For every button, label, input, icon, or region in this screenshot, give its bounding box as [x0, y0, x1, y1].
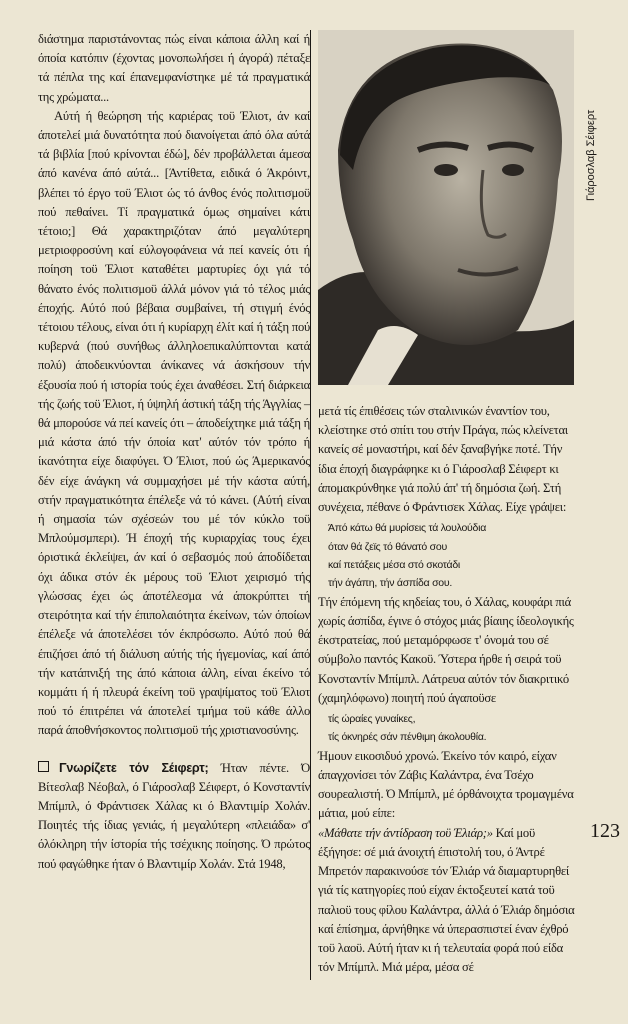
question-text: Ήταν πέντε. Ό Βίτεσλαβ Νέοβαλ, ό Γιάροσλαβ Σέιφερτ, ό Κονσταντίν Μπίμπλ, ό Φράντισεκ Χάλας κι ό Βλαντιμίρ Χολάν. Ποιητές τής ίδιας γενιάς, ή μεγαλύτερη «πλειάδα» σ' όλόκληρη τήν ίστορία τής τσέχικης ποίησης. Ό πρώτος πού φαγώθηκε ήταν ό Βλαντιμίρ Χολάν. Στά 1948, [38, 760, 310, 871]
left-column [38, 30, 310, 874]
poem-line: καί πετάξεις μέσα στό σκοτάδι [328, 559, 461, 572]
question-lead: Γνωρίζετε τόν Σέιφερτ; [59, 760, 209, 775]
poem-line: τίς ώραίες γυναίκες, [328, 713, 416, 726]
right-paragraph-3: Ήμουν εικοσιδυό χρονώ. Έκείνο τόν καιρό, είχαν άπαγχονίσει τόν Ζάβις Καλάντρα, ένα Τσέχο σουρεαλιστή. Ό Μπίμπλ, μέ όρθάνοιχτα τρομαγμένα μάτια, μού είπε: [318, 748, 574, 821]
eluard-quote: «Μάθατε τήν άντίδραση τοϋ Έλιάρ;» [318, 825, 493, 840]
question-paragraph [38, 759, 310, 874]
left-paragraph-2: Αύτή ή θεώρηση τής καριέρας τοϋ Έλιοτ, άν καί άποτελεί μιά δυνατότητα πού διανοίγεται άπό όλα αύτά τά βιβλία [πού κρίνονται έδώ], δέν προβάλλεται άμεσα άπό κανένα άπό αύτά... [Άντίθετα, ειδικά ό Άκρόιντ, βλέπει τό έργο τοϋ Έλιοτ ώς τό άνθος ένός πολιτισμοϋ πού πεθαίνει. Τί πραγματικά όμως σημαίνει κάτι τέτοιο;] Θά χαρακτηριζόταν άπό μεγαλύτερη μετριοφροσύνη καί εύλογοφάνεια νά πεί κανείς ότι ή ποίηση τοϋ Έλιοτ καταθέτει μαρτυρίες όχι γιά τό θάνατο ένός πολιτισμοϋ άλλά μόνον γιά τό τέλος μιάς έποχής. Αύτό πού βέβαια συμβαίνει, τή στιγμή ένός τέτοιου τέλους, είναι ότι ή κυρίαρχη έλίτ καί ή τάξη πού κυβερνά (πού συνήθως άλληλοεπικαλύπτονται κατά πολύ) άποδεικνύονται άνίκανες νά άσκήσουν τήν έξουσία πού ή ιστορία τούς έχει άναθέσει. Στή διάρκεια τής ζωής τοϋ Έλιοτ, ή ύψηλή άστική τάξη τής Άγγλίας – θά μπορούσε νά πεί κανείς ότι – άποδείχτηκε μιά τάξη ή μιά κάστα άπό τήν όποία κατ' αύτόν τόν τρόπο ή ίκανότητα είχε διαφύγει. Ό Έλιοτ, πού ώς Άμερικανός δέν είχε άνάγκη νά συμμαχήσει μέ τήν κάστα αύτή, στήν πραγματικότητα έπέλεξε νά τό κάνει. (Αύτή είναι ή σημασία τών σχέσεών του μέ τόν κύκλο τοϋ Μπλούμσμπερι). Ή έποχή τής κυριαρχίας τους έχει όριστικά έκλείψει, άν καί ό σεβασμός πού άποδίδεται όχι άδικα στόν έκ μέρους τοϋ Έλιοτ χειρισμό τής γλώσσας έχει ώς άποτέλεσμα νά άποκρύπτει τή στειρότητα καί τήν έπιπολαιότητα έκείνων, τών όποίων έπέλεξε νά άποτελέσει τόν έκπρόσωπο. Αύτό πού θά έπιζήσει άπό τή διάλυση αύτής τής ήγεμονίας, καί άπό τήν κατάπνιξή της άπό κάποια άλλη, είναι έκείνο τό κομμάτι ή ή πλευρά έκείνη τοϋ γραψίματος τοϋ Έλιοτ πού τό έπιτρέπει νά άποτελεί τμήμα τοϋ κάθε άλλο παρά άποθνήσκοντος πολιτισμοϋ τής χριστιανοσύνης. [38, 108, 310, 738]
poem-line: όταν θά ζεϊς τό θάνατό σου [328, 540, 447, 553]
right-paragraph-2: Τήν έπόμενη τής κηδείας του, ό Χάλας, κουφάρι πιά χωρίς άσπίδα, έγινε ό στόχος μιάς βίαιης ίδεολογικής έκστρατείας, πού μεταμόρφωσε τ' όνομά του σέ σύμβολο παντός Κακοϋ. Ύστερα ήρθε ή σειρά τοϋ Κονσταντίν Μπίμπλ. Λάτρευα αύτόν τόν διακριτικό (χαμηλόφωνο) ποιητή πού άγαποϋσε [318, 594, 574, 705]
left-paragraph-1: διάστημα παριστάνοντας πώς είναι κάποια άλλη καί ή όποία κατόπιν (έχοντας μονοπωλήσει ή άγορά) πέταξε τά πέπλα της καί έπανεμφανίστηκε μέ τά πραγματικά της χρώματα... [38, 32, 310, 104]
right-paragraph-4-text: Καί μοϋ έξήγησε: σέ μιά άνοιχτή έπιστολή του, ό Άντρέ Μπρετόν παρακινούσε τόν Έλιάρ νά διαμαρτυρηθεί γιά τίς κατηγορίες πού είχαν έκτοξευτεί κατά τοϋ παλιοϋ τους φίλου Καλάντρα, άλλά ό Έλιάρ δημόσια καί έπίσημα, άρνήθηκε νά ύπερασπιστεί έναν έχθρό τοϋ λαοϋ. Αύτή ήταν κι ή τελευταία φορά πού είδα τόν Μπίμπλ. Μιά μέρα, μέσα σέ [318, 825, 575, 975]
poem-biebl [328, 710, 580, 747]
right-paragraph-4 [318, 824, 580, 978]
poem-line: Άπό κάτω θά μυρίσεις τά λουλούδια [328, 522, 487, 535]
poem-line: τίς όκνηρές σάν πένθιμη άκολουθία. [328, 731, 487, 744]
poem-line: τήν άγάπη, τήν άσπίδα σου. [328, 577, 453, 590]
right-column [318, 402, 580, 977]
page-number: 123 [590, 820, 620, 842]
portrait-photo [318, 30, 574, 385]
right-paragraph-1: μετά τίς έπιθέσεις τών σταλινικών έναντίον του, κλείστηκε στό σπίτι του στήν Πράγα, πώς κλείνεται κανείς σέ μοναστήρι, καί δέν ξαναβγήκε ποτέ. Τήν ίδια έποχή διαγράφηκε κι ό Γιάροσλαβ Σέιφερτ κι άπομακρύνθηκε γιά πολύ άπ' τή δημόσια ζωή. Στή συνέχεια, πέθανε ό Φράντισεκ Χάλας. Είχε γράψει: [318, 404, 568, 515]
column-rule [310, 30, 311, 980]
poem-halas [328, 519, 580, 593]
photo-credit-text: Γιάροσλαβ Σέιφερτ [585, 109, 597, 201]
square-bullet-icon [38, 761, 49, 772]
photo-credit [578, 30, 596, 210]
